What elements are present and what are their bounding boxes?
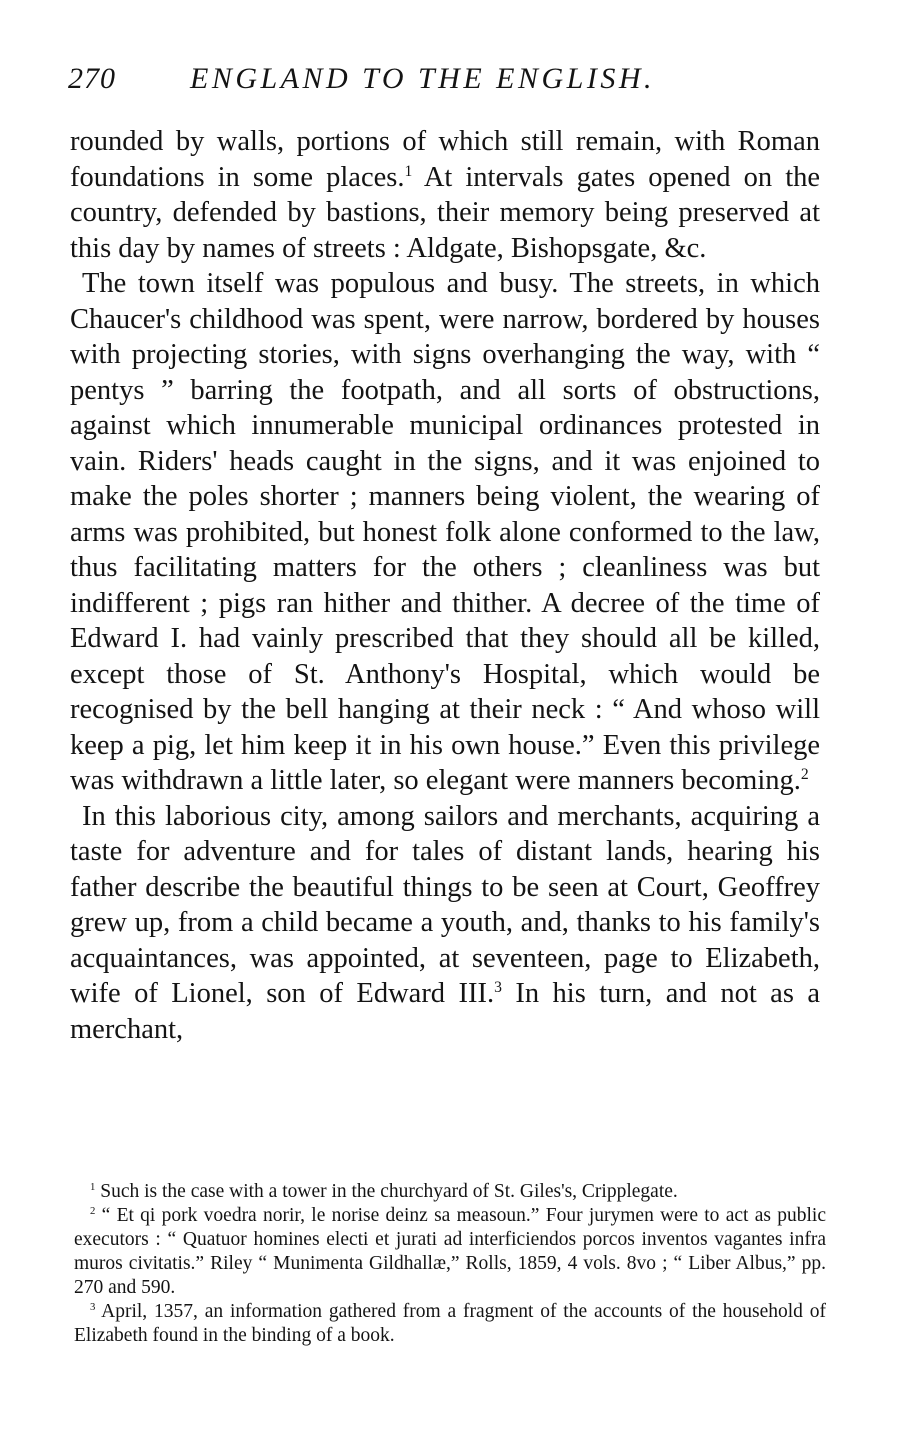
footnotes bbox=[74, 1180, 826, 1348]
footnote-ref-1: 1 bbox=[404, 162, 413, 180]
paragraph-text: In this laborious city, among sailors and merchants, acquiring a taste for adventure and for tales of distant lands, hearing his father describe the beautiful things to be seen at Court, Geoffrey grew up, from a child became a youth, and, thanks to his family's acquaintances, was appointed, at seventeen, page to Elizabeth, wife of Lionel, son of Edward III. bbox=[70, 800, 820, 1009]
footnote-text: Such is the case with a tower in the churchyard of St. Giles's, Cripplegate. bbox=[100, 1181, 678, 1202]
paragraph-text: At intervals gates opened on the country, defended by bastions, their memory being preserved at this day by names of streets : Aldgate, Bishopsgate, &c. bbox=[70, 161, 821, 264]
footnote-text: April, 1357, an information gathered from a fragment of the accounts of the household of Elizabeth found in the binding of a book. bbox=[74, 1301, 826, 1346]
footnote-2 bbox=[74, 1204, 826, 1300]
paragraph-text: The town itself was populous and busy. The streets, in which Chaucer's childhood was spent, were narrow, bordered by houses with projecting stories, with signs overhanging the way, with “ pentys ” barring the footpath, and all sorts of obstructions, against which innumerable municipal ordinances protested in vain. Riders' heads caught in the signs, and it was enjoined to make the poles shorter ; manners being violent, the wearing of arms was prohibited, but honest folk alone conformed to the law, thus facilitating matters for the others ; cleanliness was but indifferent ; pigs ran hither and thither. A decree of the time of Edward I. had vainly prescribed that they should all be killed, except those of St. Anthony's Hospital, which would be recognised by the bell hanging at their neck : “ And whoso will keep a pig, let him keep it in his own house.” Even this privilege was withdrawn a little later, so elegant were manners becoming. bbox=[70, 268, 820, 796]
running-title: ENGLAND TO THE ENGLISH. bbox=[190, 62, 656, 95]
footnote-marker: 1 bbox=[90, 1181, 96, 1194]
page-header bbox=[68, 62, 828, 102]
footnote-ref-2: 2 bbox=[800, 765, 809, 783]
page-number: 270 bbox=[68, 62, 116, 95]
footnote-marker: 3 bbox=[90, 1301, 96, 1314]
footnote-ref-3: 3 bbox=[494, 978, 502, 996]
footnote-marker: 2 bbox=[90, 1205, 96, 1218]
footnote-1 bbox=[74, 1180, 826, 1204]
paragraph-walls bbox=[70, 124, 820, 266]
footnote-3 bbox=[74, 1300, 826, 1348]
paragraph-text: rounded by walls, portions of which still remain, with Roman foundations in some places. bbox=[70, 126, 820, 193]
footnote-text: “ Et qi pork voedra norir, le norise deinz sa measoun.” Four jurymen were to act as public executors : “ Quatuor homines electi et jurati ad interficiendos porcos inventos vagantes infra muros civitatis.” Riley “ Munimenta Gildhallæ,” Rolls, 1859, 4 vols. 8vo ; “ Liber Albus,” pp. 270 and 590. bbox=[74, 1205, 826, 1298]
paragraph-city bbox=[70, 799, 820, 1048]
paragraph-town bbox=[70, 266, 820, 799]
paragraph-text: In his turn, and not as a merchant, bbox=[70, 978, 820, 1045]
body-text bbox=[70, 124, 820, 1047]
